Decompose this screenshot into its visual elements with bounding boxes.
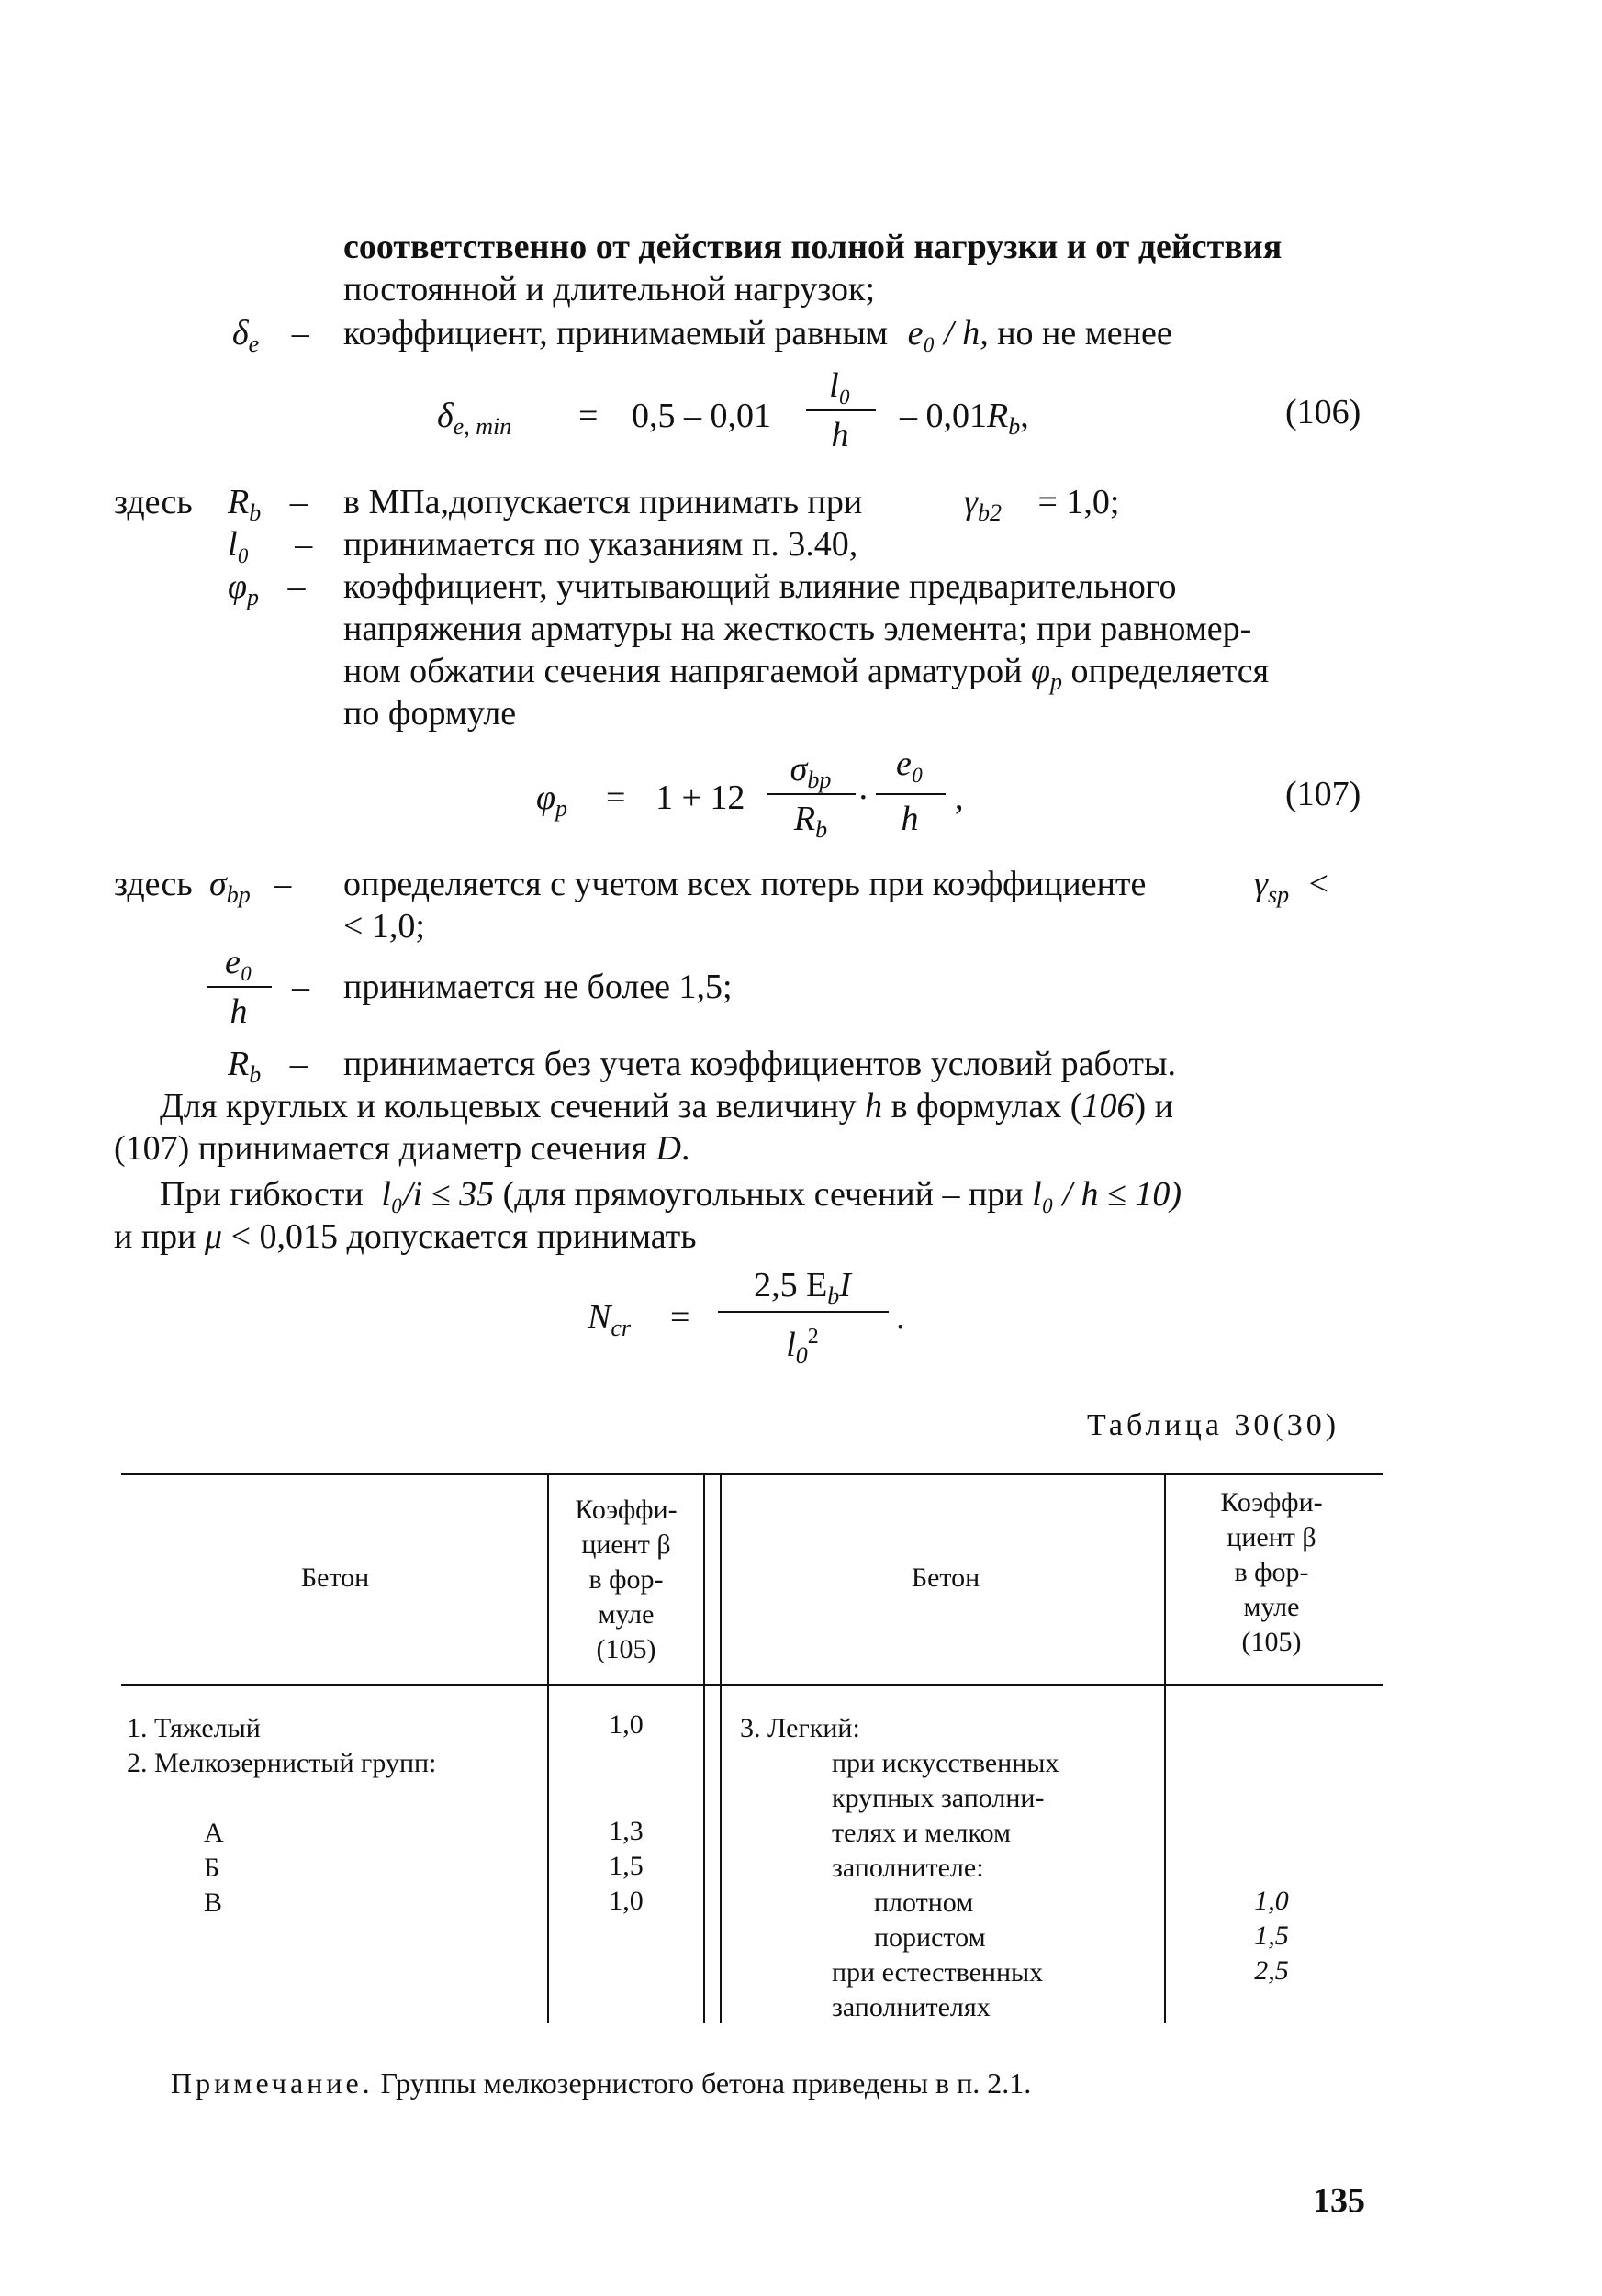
sbp-symbol-line (209, 863, 291, 916)
eq106-fraction-bar (806, 409, 876, 411)
p3-slenderness: l₀/i ≤ 35 (381, 1175, 495, 1214)
table-cell-value: 1,0 (609, 1886, 644, 1916)
l0-text: принимается по указаниям п. 3.40, (343, 525, 858, 564)
eq107-phi: φ (536, 778, 556, 817)
phip-symbol-line (228, 566, 306, 619)
ncr-fraction-bar (718, 1311, 889, 1313)
p1-text-c: ) и (1134, 1087, 1173, 1126)
ncr-den-sup: 2 (807, 1325, 819, 1349)
p3-text-c: (для прямоугольных сечений – при (502, 1175, 1024, 1214)
table-cell-value: 1,0 (1254, 1886, 1289, 1916)
ncr-num-text: 2,5 E (754, 1266, 828, 1305)
phi-sub: p (1050, 668, 1062, 695)
eq107-phi-sub: p (555, 795, 568, 822)
delta-e-description: коэффициент, принимаемый равным (343, 314, 889, 353)
eq106-number: (106) (1285, 393, 1361, 431)
note-label: Примечание. (171, 2066, 374, 2100)
eq107-den1 (769, 799, 852, 850)
rb-sub: b (249, 1061, 262, 1088)
table-row: при естественных (832, 1957, 1044, 1988)
eq106-equals: = (578, 397, 599, 435)
table-row: заполнителе: (832, 1853, 984, 1883)
header-coef-left-line: Коэффи- (575, 1495, 678, 1525)
ncr-num-i: I (839, 1266, 851, 1305)
header-coef-right-line: циент β (1227, 1522, 1316, 1552)
table-row: при искусственных (832, 1748, 1059, 1778)
table-header-rule (121, 1684, 1383, 1686)
eq106-rb-sub: b (1008, 413, 1021, 440)
eq106-delta: δ (437, 397, 454, 435)
phi-symbol: φ (228, 567, 248, 606)
eq106-lhs (437, 395, 511, 448)
gamma-value: = 1,0; (1037, 483, 1120, 521)
p1-text-b: в формулах ( (891, 1087, 1082, 1126)
eq106-term-b (900, 395, 1029, 448)
p2-text: (107) принимается диаметр сечения (114, 1129, 647, 1168)
ncr-lhs (588, 1296, 631, 1350)
ncr-n: N (588, 1298, 611, 1337)
table-row: заполнителях (832, 1992, 991, 2022)
ncr-sub: cr (611, 1315, 632, 1341)
header-beton-right: Бетон (911, 1562, 980, 1593)
table-top-rule (121, 1473, 1383, 1475)
gamma-sub: sp (1267, 881, 1290, 908)
p1-h: h (865, 1087, 883, 1126)
table-row: Б (204, 1853, 220, 1883)
header-coef-left-line: (105) (596, 1634, 656, 1664)
eq107-bar-1 (767, 793, 856, 795)
table-row: плотном (874, 1887, 974, 1918)
eh-text: принимается не более 1,5; (343, 968, 733, 1006)
table-vline-2a (703, 1473, 705, 2023)
table-vline-2b (720, 1473, 722, 2023)
eq107-den2: h (901, 800, 919, 838)
header-coef-right (1184, 1485, 1359, 1660)
rb-text: в МПа,допускается принимать при (343, 483, 863, 521)
text-line-2: постоянной и длительной нагрузок; (343, 270, 876, 308)
rb-sub: b (815, 816, 828, 843)
table-caption: Таблица 30(30) (1087, 1408, 1340, 1442)
header-coef-right-line: Коэффи- (1220, 1487, 1323, 1518)
delta-e-text (343, 312, 1172, 354)
eh-numerator: e₀ (224, 943, 253, 981)
rb-sub: b (249, 499, 262, 526)
paragraph-1-line-2 (114, 1127, 689, 1170)
table-vline-3 (1164, 1473, 1166, 2023)
rb-symbol: R (228, 483, 250, 521)
gamma-b2 (964, 481, 1119, 534)
p4-text-a: и при (114, 1217, 196, 1256)
eq106-comma: , (1020, 397, 1029, 435)
table-row: 1. Тяжелый (127, 1713, 261, 1743)
table-row: 3. Легкий: (740, 1713, 860, 1743)
eq107-bar-2 (876, 793, 946, 795)
ncr-equals: = (670, 1298, 690, 1337)
text-line-1: соответственно от действия полной нагрузки и от действия (343, 228, 1283, 266)
dash: – (292, 968, 309, 1006)
eq106-rb: R (987, 397, 1009, 435)
rb2-text: принимается без учета коэффициентов условий работы. (343, 1045, 1177, 1083)
dash: – (291, 314, 309, 353)
dash: – (289, 1045, 308, 1083)
dash: – (295, 525, 313, 564)
eq106-numerator: l₀ (829, 366, 851, 405)
header-coef-left-line: циент β (581, 1529, 671, 1560)
gamma-symbol: γ (964, 483, 978, 521)
eq107-num2: e₀ (895, 745, 924, 783)
sigma-symbol: σ (209, 865, 227, 903)
sigma-sub: bp (226, 881, 251, 908)
dash: – (289, 483, 308, 521)
paragraph-2-line-1 (160, 1173, 1182, 1215)
note-text: Группы мелкозернистого бетона приведены в п. 2.1. (380, 2066, 1032, 2100)
eq106-subscript: e, min (453, 413, 512, 440)
p3-ratio: l₀ / h ≤ 10) (1032, 1175, 1182, 1214)
l0-symbol: l₀ (228, 525, 250, 564)
p1-ref: 106 (1081, 1087, 1135, 1126)
eq106-denominator: h (831, 416, 849, 454)
ncr-denominator (720, 1316, 885, 1376)
p2-d: D (655, 1129, 681, 1168)
table-row: В (204, 1887, 223, 1918)
table-cell-value: 2,5 (1254, 1955, 1289, 1986)
delta-e-tail: но не менее (997, 314, 1172, 353)
p3-text-a: При гибкости (160, 1175, 364, 1214)
phip-text-1: коэффициент, учитывающий влияние предварительного (343, 567, 1177, 606)
table-cell-value: 1,0 (609, 1709, 644, 1740)
header-coef-right-line: муле (1243, 1592, 1300, 1622)
page-number: 135 (1313, 2181, 1365, 2220)
table-cell-value: 1,3 (609, 1816, 644, 1846)
table-cell-value: 1,5 (609, 1851, 644, 1881)
phi-symbol: φ (1030, 652, 1050, 690)
header-beton-left: Бетон (300, 1562, 370, 1593)
eh-fraction-bar (207, 986, 272, 988)
phip-text-4: по формуле (343, 694, 517, 733)
phip-text-2: напряжения арматуры на жесткость элемента; при равномер- (343, 610, 1252, 648)
table-vline-1 (547, 1473, 549, 2023)
table-row: пористом (874, 1922, 986, 1953)
less-than: < (1308, 865, 1329, 903)
sigma-symbol: σ (790, 750, 808, 789)
eq107-number: (107) (1285, 775, 1361, 813)
sbp-text: определяется с учетом всех потерь при коэффициенте (343, 865, 1147, 903)
zdes-label-2: здесь (114, 865, 193, 903)
gamma-sp (1254, 863, 1328, 916)
phip-text-3b: определяется (1070, 652, 1270, 690)
mu-symbol: μ (205, 1217, 223, 1256)
l0-symbol-line (228, 523, 312, 566)
sbp-continuation: < 1,0; (343, 907, 425, 946)
dash: – (274, 865, 292, 903)
eq107-equals: = (606, 778, 626, 817)
gamma-sub: b2 (977, 499, 1002, 526)
eq107-dot: · (857, 778, 869, 817)
dash: – (287, 567, 306, 606)
p1-text-a: Для круглых и кольцевых сечений за величину (160, 1087, 857, 1126)
paragraph-1-line-1 (160, 1085, 1173, 1127)
rb-symbol: R (793, 800, 816, 838)
table-row: телях и мелком (832, 1818, 1011, 1848)
ncr-numerator (720, 1265, 885, 1316)
sigma-sub: bp (807, 767, 832, 793)
zdes-label-1: здесь (114, 483, 193, 521)
table-cell-value: 1,5 (1254, 1921, 1289, 1951)
header-coef-left (551, 1493, 701, 1667)
delta-e-ratio: e₀ / h, (907, 314, 989, 353)
gamma-symbol: γ (1254, 865, 1268, 903)
p4-text-b: < 0,015 допускается принимать (230, 1217, 697, 1256)
table-note (171, 2062, 1031, 2104)
ncr-den-l: l (786, 1326, 796, 1364)
ncr-den-sub: 0 (795, 1342, 808, 1369)
delta-symbol: δ (232, 314, 249, 353)
eh-denominator: h (230, 992, 248, 1031)
header-coef-right-line: (105) (1241, 1627, 1302, 1657)
ncr-num-sub: b (827, 1282, 840, 1309)
delta-subscript: e (248, 330, 260, 357)
eq106-term-b-text: – 0,01 (900, 397, 987, 435)
eq106-term-a: 0,5 – 0,01 (632, 397, 771, 435)
phi-sub: p (247, 584, 260, 610)
phip-text-3a: ном обжатии сечения напрягаемой арматурой (343, 652, 1023, 690)
p2-end: . (680, 1129, 690, 1168)
eq107-term-a: 1 + 12 (655, 778, 745, 817)
rb-symbol: R (228, 1045, 250, 1083)
table-row: А (204, 1818, 224, 1848)
ncr-dot: . (896, 1298, 905, 1337)
header-coef-left-line: муле (598, 1599, 655, 1630)
table-row: крупных заполни- (832, 1783, 1045, 1813)
table-row: 2. Мелкозернистый групп: (127, 1748, 437, 1778)
paragraph-2-line-2 (114, 1215, 697, 1258)
delta-e-definition (232, 312, 309, 365)
header-coef-right-line: в фор- (1234, 1557, 1309, 1587)
eq107-lhs (536, 777, 567, 830)
eq107-comma: , (955, 778, 964, 817)
header-coef-left-line: в фор- (588, 1564, 664, 1595)
